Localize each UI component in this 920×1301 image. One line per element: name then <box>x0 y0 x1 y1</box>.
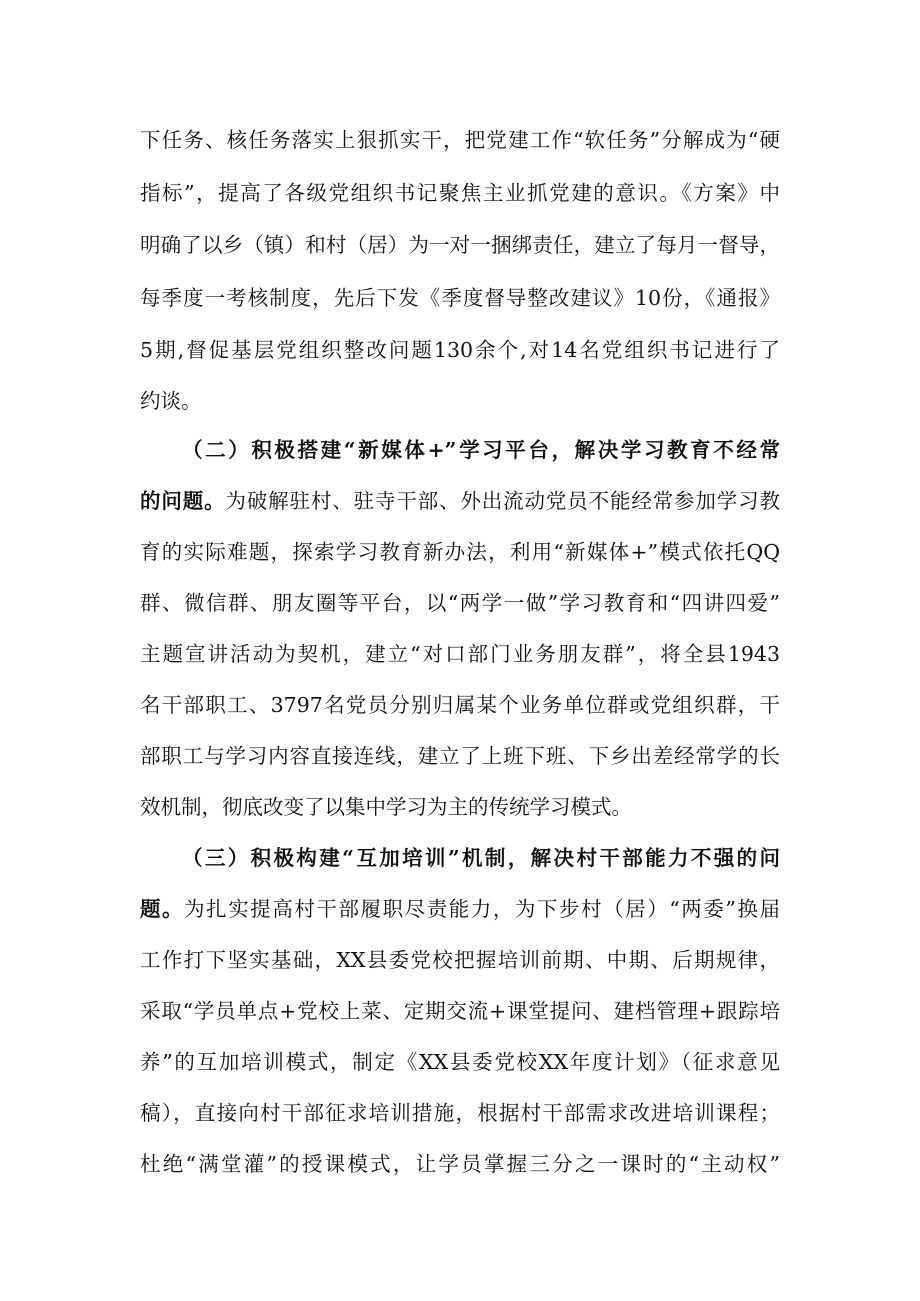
section-heading-2-end: 的问题。 <box>140 489 226 513</box>
text-segment: 下任务、核任务落实上狠抓实干，把党建工作“软任务”分解成为“硬 <box>140 128 780 152</box>
text-segment: 为扎实提高村干部履职尽责能力，为下步村（居）“两委”换届 <box>184 897 780 921</box>
text-segment: 养”的互加培训模式，制定《XX县委党校XX年度计划》（征求意见 <box>140 1050 780 1074</box>
text-segment: 约谈。 <box>140 389 202 413</box>
section-heading-3: （三）积极构建“互加培训”机制，解决村干部能力不强的问 <box>182 846 780 870</box>
text-line <box>140 889 780 929</box>
section-heading-2: （二）积极搭建“新媒体+”学习平台，解决学习教育不经常 <box>182 438 780 462</box>
text-segment: 主题宣讲活动为契机，建立“对口部门业务朋友群”，将全县1943 <box>140 642 780 666</box>
text-line <box>140 583 780 623</box>
text-line <box>140 173 780 213</box>
section-heading-line <box>182 430 780 470</box>
text-segment: 为破解驻村、驻寺干部、外出流动党员不能经常参加学习教 <box>225 489 781 513</box>
text-segment: 群、微信群、朋友圈等平台，以“两学一做”学习教育和“四讲四爱” <box>140 591 780 615</box>
section-heading-3-end: 题。 <box>140 897 185 921</box>
text-segment: 5期,督促基层党组织整改问题130余个,对14名党组织书记进行了 <box>140 338 780 362</box>
text-line <box>140 1093 780 1133</box>
text-line <box>140 940 780 980</box>
text-line <box>140 1042 780 1082</box>
text-line <box>140 787 780 827</box>
text-line <box>140 278 780 318</box>
text-line <box>140 330 780 370</box>
text-segment: 指标”，提高了各级党组织书记聚焦主业抓党建的意识。《方案》中 <box>140 181 780 205</box>
text-line <box>140 481 780 521</box>
text-segment: 稿），直接向村干部征求培训措施，根据村干部需求改进培训课程； <box>140 1101 780 1125</box>
text-segment: 每季度一考核制度，先后下发《季度督导整改建议》10份，《通报》 <box>140 286 780 310</box>
text-line <box>140 634 780 674</box>
text-line <box>140 381 780 421</box>
text-segment: 部职工与学习内容直接连线，建立了上班下班、下乡出差经常学的长 <box>140 744 780 768</box>
text-segment: 采取“学员单点+党校上菜、定期交流+课堂提问、建档管理+跟踪培 <box>140 999 780 1023</box>
text-line <box>140 532 780 572</box>
text-line <box>140 225 780 265</box>
text-segment: 名干部职工、3797名党员分别归属某个业务单位群或党组织群，干 <box>140 693 780 717</box>
text-line <box>140 991 780 1031</box>
text-segment: 杜绝“满堂灌”的授课模式，让学员掌握三分之一课时的“主动权” <box>140 1152 780 1176</box>
text-line <box>140 685 780 725</box>
text-line <box>140 120 780 160</box>
section-heading-line <box>182 838 780 878</box>
text-segment: 明确了以乡（镇）和村（居）为一对一捆绑责任，建立了每月一督导， <box>140 233 780 257</box>
text-segment: 工作打下坚实基础，XX县委党校把握培训前期、中期、后期规律， <box>140 948 780 972</box>
text-segment: 育的实际难题，探索学习教育新办法，利用“新媒体+”模式依托QQ <box>140 540 780 564</box>
text-line <box>140 1144 780 1184</box>
text-line <box>140 736 780 776</box>
text-segment: 效机制，彻底改变了以集中学习为主的传统学习模式。 <box>140 795 632 819</box>
